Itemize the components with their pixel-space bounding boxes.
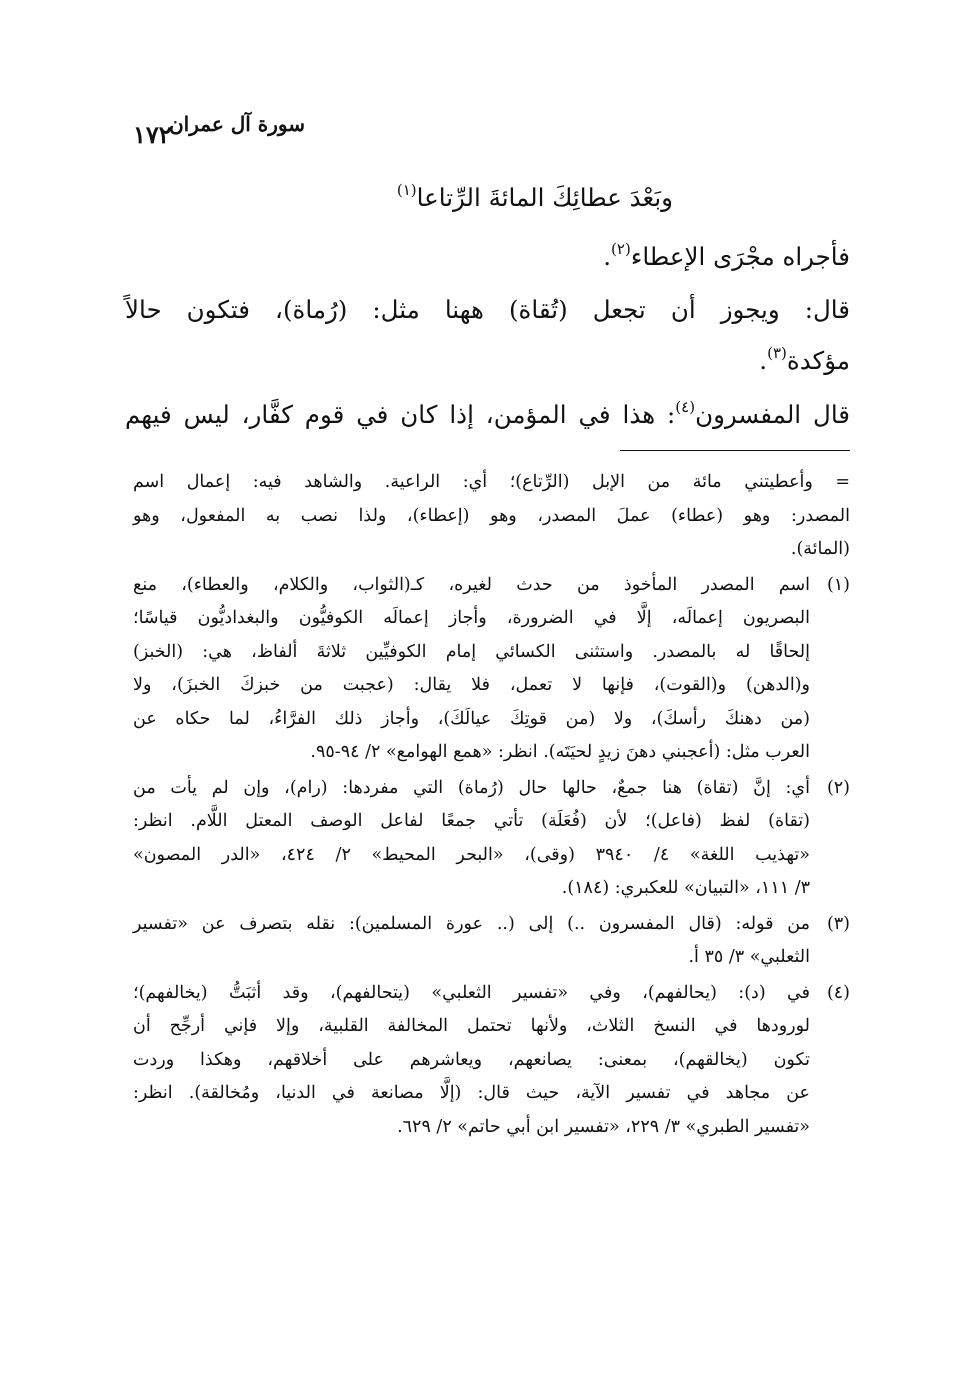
footnote-line: الثعلبي» ٣/ ٣٥ أ. [688,947,810,967]
paragraph-1-line-2-end: . [759,346,768,375]
footnote-line: «تهذيب اللغة» ٤/ ٣٩٤٠ (وقى)، «البحر المحيط» ٢/ ٤٢٤، «الدر المصون» [133,844,811,865]
footnote-line: المصدر: وهو (عطاء) عملَ المصدر، وهو (إعطاء)، ولذا نصب به المفعول، وهو [133,505,850,526]
footnote-line: إلحاقًا له بالمصدر. واستثنى الكسائي إمام الكوفيِّين ثلاثةَ ألفاظ، هي: (الخبز) [133,641,810,662]
paragraph-2-start: قال المفسرون [695,400,850,429]
footnote-number: (٤) [826,982,850,1003]
footnote-line: البصريون إعمالَه، إلَّا في الضرورة، وأجاز إعمالَه الكوفيُّون والبغداديُّون قياسًا؛ [133,608,810,628]
footnote-number: (١) [826,574,850,595]
footnotes [133,466,850,1146]
verse-line-2-text: فأجراه مجْرَى الإعطاء [630,242,850,271]
footnote-line: من قوله: (قال المفسرون ..) إلى (.. عورة المسلمين): نقله بتصرف عن «تفسير [133,913,810,934]
footnote-4 [133,977,850,1145]
footnote-line: لورودها في النسخ الثلاث، ولأنها تحتمل المخالفة القلبية، وإلا فإني أرجِّح أن [133,1016,810,1036]
verse-line-2 [603,237,850,277]
footnote-line: و(الدهن) و(القوت)، فإنها لا تعمل، فلا يقال: (عجبت من خبزكَ الخبزَ)، ولا [133,675,810,695]
footnote-line: تكون (يخالقهم)، بمعنى: يصانعهم، ويعاشرهم على أخلاقهم، وهكذا وردت [133,1049,810,1070]
footnote-number: (٣) [826,913,850,934]
footnote-3 [133,908,850,975]
footnote-line: اسم المصدر المأخوذ من حدث لغيره، كـ(الثواب، والكلام، والعطاء)، منع [133,574,810,595]
footnote-2 [133,772,850,906]
running-title: سورة آل عمران [168,112,305,136]
footnote-1 [133,569,850,770]
footnote-line: ٣/ ١١١، «التبيان» للعكبري: (١٨٤). [561,878,810,898]
footnote-line: (المائة). [790,539,850,559]
footnote-line: «تفسير الطبري» ٣/ ٢٢٩، «تفسير ابن أبي حاتم» ٢/ ٦٢٩. [397,1116,810,1137]
footnote-separator [620,450,850,451]
paragraph-2-rest: : هذا في المؤمن، إذا كان في قوم كفَّار، ليس فيهم [125,400,676,429]
footnote-line: في (د): (يحالفهم)، وفي «تفسير الثعلبي» (يتحالفهم)، وقد أثبَتُّ (يخالفهم)؛ [133,982,810,1003]
paragraph-1-line-1: قال: ويجوز أن تجعل (تُقاة) ههنا مثل: (رُماة)، فتكون حالاً [125,295,850,324]
footnote-line: أي: إنَّ (تقاة) هنا جمعٌ، حالها حال (رُماة) التي مفردها: (رام)، وإن لم يأت من [133,777,810,798]
footnote-ref-2: (٢) [611,240,631,258]
footnote-line: العرب مثل: (أعجبني دهنَ زيدٍ لحيَتَه). انظر: «همع الهوامع» ٢/ ٩٤-٩٥. [310,742,810,762]
footnote-ref-4: (٤) [675,398,696,416]
verse-line-2-end: . [603,242,612,271]
paragraph-1-line-2-text: مؤكدة [786,346,850,375]
footnote-line: (تقاة) لفظ (فاعل)؛ لأن (فُعَلَة) تأتي جمعًا لفاعل الوصف المعتل اللَّام. انظر: [133,811,810,831]
page-number: ١٧٢ [133,120,172,149]
footnote-ref-1: (١) [396,181,417,199]
paragraph-2 [125,395,850,435]
verse-line-1 [397,178,673,218]
footnote-line: عن مجاهد في تفسير الآية، حيث قال: (إلَّا مصانعة في الدنيا، ومُخالقة). انظر: [133,1083,810,1103]
paragraph-1-line-2 [759,341,850,381]
verse-line-1-text: وبَعْدَ عطائِكَ المائةَ الرِّتاعا [416,183,673,212]
footnote-continuation [133,466,850,567]
footnote-number: (٢) [826,777,850,798]
footnote-ref-3: (٣) [767,344,787,362]
footnote-line: (من دهنكَ رأسكَ)، ولا (من قوتِكَ عيالَكَ)، وأجاز ذلك الفرَّاءُ، لما حكاه عن [133,708,810,729]
footnote-line: = وأعطيتني مائة من الإبل (الرِّتاع)؛ أي: الراعية. والشاهد فيه: إعمال اسم [133,472,850,492]
